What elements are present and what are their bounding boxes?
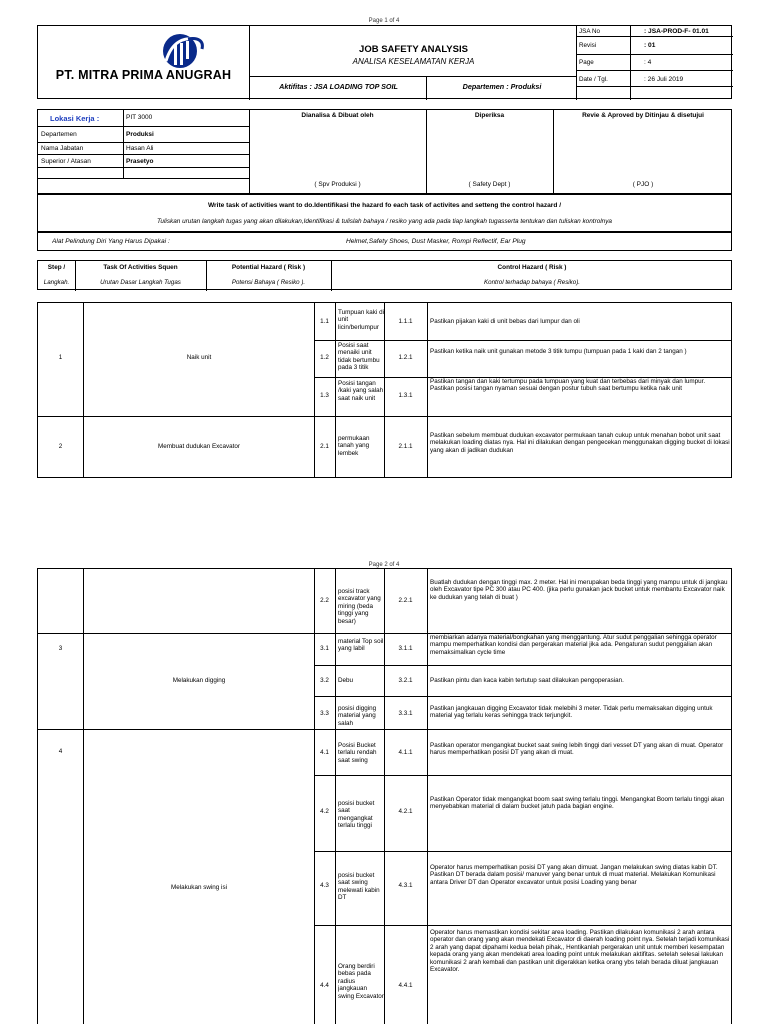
instructions-id: Tuliskan urutan langkah tugas yang akan dilakukan,Identifikasi & tulislah bahaya / resiko yang ada pada tiap langkah tugasserta tentukan dan tuliskan kontrolnya	[157, 218, 612, 225]
hazard-text: Orang berdiri bebas pada radius jangkauan swing Excavator	[338, 963, 384, 1000]
col-task: Task Of Activities Squen	[103, 264, 178, 271]
doc-info-value: : 01	[644, 42, 656, 49]
hazard-number: 4.2	[320, 808, 329, 815]
column-header-band	[37, 260, 732, 290]
control-text: membiarkan adanya material/bongkahan yang menggantung. Atur sudut penggalian sehingga operator mampu memperhatikan kondisi dan pergerakan material jika ada. Pengaturan sudut penggalian akan memaksimalkan cycle time	[430, 634, 717, 656]
company-name: PT. MITRA PRIMA ANUGRAH	[55, 68, 232, 82]
hazard-text: Posisi saat menaiki unit tidak bertumbu pada 3 titik	[338, 342, 380, 372]
ppe-value: Helmet,Safety Shoes, Dust Masker, Rompi Reflectif, Ear Plug	[346, 238, 526, 245]
hazard-number: 2.2	[320, 597, 329, 604]
hazard-text: Tumpuan kaki di unit licin/berlumpur	[338, 309, 384, 331]
hazard-number: 1.1	[320, 318, 329, 325]
doc-info-value: : JSA-PROD-F- 01.01	[644, 28, 709, 35]
location-value: PIT 3000	[126, 114, 153, 121]
doc-info-label: Date / Tgl.	[579, 76, 608, 83]
hazard-text: posisi bucket saat swing melewati kabin DT	[338, 872, 380, 902]
hazard-text: Debu	[338, 677, 354, 684]
col-control-id: Kontrol terhadap bahaya ( Resiko).	[484, 279, 580, 286]
info-value: Hasan Ali	[126, 145, 154, 152]
col-control: Control Hazard ( Risk )	[497, 264, 567, 271]
analyzed-by-label: Dianalisa & Dibuat oleh	[301, 112, 374, 119]
col-step-id: Langkah.	[43, 279, 70, 286]
department-label: Departemen : Produksi	[462, 82, 542, 91]
task-name: Membuat dudukan Excavator	[158, 443, 240, 450]
activity-label: Aktifitas : JSA LOADING TOP SOIL	[279, 82, 398, 91]
hazard-number: 4.3	[320, 882, 329, 889]
control-text: Buatlah dudukan dengan tinggi max. 2 meter. Hal ini merupakan beda tinggi yang mampu untuk di jangkau oleh Excavator tipe PC 300 atau PC 400. (jika perlu gunakan jack bucket untuk membantu Excavator naik ke dudukan yang telah di buat )	[430, 579, 728, 601]
control-text: Pastikan sebelum membuat dudukan excavator permukaan tanah cukup untuk menahan bobot unit saat melakukan loading diatas nya. Hal ini dilakukan dengan pengecekan menggunakan digging bucket di lokasi yang akan di jadikan dudukan	[430, 432, 730, 454]
control-number: 3.3.1	[398, 710, 413, 717]
document-title: JOB SAFETY ANALYSIS	[359, 44, 468, 55]
company-logo	[158, 31, 206, 71]
signature-spv: ( Spv Produksi )	[314, 181, 361, 188]
hazard-text: posisi bucket saat mengangkat terlalu tinggi	[338, 800, 375, 830]
control-number: 3.1.1	[398, 645, 413, 652]
control-number: 1.3.1	[398, 392, 413, 399]
control-number: 4.3.1	[398, 882, 413, 889]
hazard-text: Posisi tangan /kaki yang salah saat naik unit	[338, 380, 384, 402]
hazard-text: Posisi Bucket terlalu rendah saat swing	[338, 742, 377, 764]
doc-info-label: JSA No	[579, 28, 600, 35]
task-name: Naik unit	[186, 354, 212, 361]
col-task-id: Urutan Dasar Langkah Tugas	[100, 279, 181, 286]
col-hazard: Potential Hazard ( Risk )	[231, 264, 306, 271]
document-subtitle: ANALISA KESELAMATAN KERJA	[352, 57, 475, 66]
task-name: Melakukan swing isi	[171, 884, 227, 891]
hazard-number: 1.3	[320, 392, 329, 399]
doc-info-value: : 4	[644, 59, 652, 66]
control-number: 2.2.1	[398, 597, 413, 604]
document-header	[37, 25, 732, 99]
info-value: Prasetyo	[126, 158, 154, 165]
doc-info-label: Revisi	[579, 42, 597, 49]
control-number: 4.4.1	[398, 982, 413, 989]
instructions-band	[37, 194, 732, 232]
approved-by-label: Revie & Aproved by Ditinjau & disetujui	[582, 112, 704, 119]
step-number: 4	[58, 748, 63, 755]
step-number: 1	[58, 354, 63, 361]
info-label: Departemen	[41, 131, 77, 138]
hazard-text: material Top soil yang labil	[338, 638, 384, 653]
control-number: 2.1.1	[398, 443, 413, 450]
hazard-text: posisi digging material yang salah	[338, 705, 377, 727]
info-label: Superior / Atasan	[41, 158, 91, 165]
signature-safety: ( Safety Dept )	[468, 181, 511, 188]
location-label: Lokasi Kerja :	[50, 114, 100, 123]
info-label: Nama Jabatan	[41, 145, 84, 152]
doc-info-label: Page	[579, 59, 594, 66]
control-text: Pastikan Operator tidak mengangkat boom saat swing terlalu tinggi. Mengangkat Boom terlalu tinggi akan menyebabkan material di dalam bucket jatuh pada bagian engine.	[430, 796, 725, 811]
task-table-page2	[37, 568, 732, 1024]
control-text: Pastikan pintu dan kaca kabin tertutup saat dilakukan pengoperasian.	[430, 677, 624, 684]
control-text: Pastikan operator mengangkat bucket saat swing lebih tinggi dari vesset DT yang akan di muat. Operator harus memperhatikan posisi DT yang akan di muat.	[430, 742, 724, 757]
hazard-number: 4.4	[320, 982, 329, 989]
step-number: 3	[58, 645, 63, 652]
control-number: 3.2.1	[398, 677, 413, 684]
checked-by-label: Diperiksa	[474, 112, 505, 119]
task-name: Melakukan digging	[172, 677, 226, 684]
hazard-text: permukaan tanah yang lembek	[338, 435, 370, 457]
control-number: 4.1.1	[398, 749, 413, 756]
hazard-number: 3.3	[320, 710, 329, 717]
hazard-number: 4.1	[320, 749, 329, 756]
info-value: Produksi	[126, 131, 154, 138]
control-text: Pastikan tangan dan kaki tertumpu pada tumpuan yang kuat dan terbebas dari minyak dan lumpur. Pastikan posisi tangan nyaman sesuai dengan postur tubuh saat bertumpu ketika naik unit	[430, 378, 706, 393]
doc-info-value: : 26 Juli 2019	[644, 76, 684, 83]
control-text: Pastikan jangkauan digging Excavator tidak melebihi 3 meter. Tidak perlu memaksakan digging untuk material yag terlalu keras sehingga track terjungkit.	[430, 705, 713, 720]
hazard-number: 1.2	[320, 354, 329, 361]
hazard-number: 3.2	[320, 677, 329, 684]
step-number: 2	[58, 443, 63, 450]
ppe-label: Alat Pelindung Diri Yang Harus Dipakai :	[52, 238, 170, 245]
control-number: 1.1.1	[398, 318, 413, 325]
work-info-section	[37, 109, 732, 194]
ppe-band	[37, 232, 732, 251]
instructions-en: Write task of activities want to do.Identifikasi the hazard fo each task of activites and setteng the control hazard /	[207, 202, 562, 209]
control-text: Pastikan pijakan kaki di unit bebas dari lumpur dan oli	[430, 318, 580, 325]
hazard-text: posisi track excavator yang miring (beda tinggi yang besar)	[338, 588, 381, 625]
control-number: 1.2.1	[398, 354, 413, 361]
task-table-page1	[37, 302, 732, 478]
page-number-label: Page 2 of 4	[368, 562, 400, 568]
control-text: Pastikan ketika naik unit gunakan metode 3 titik tumpu (tumpuan pada 1 kaki dan 2 tangan )	[430, 348, 687, 355]
control-text: Operator harus memperhatikan posisi DT yang akan dimuat. Jangan melakukan swing diatas kabin DT. Pastikan DT berada dalam posisi/ manuver yang benar untuk di muat material. Melakukan Komunikasi antara Driver DT dan Operator excavator untuk posisi Loading yang benar	[430, 864, 718, 886]
col-step: Step /	[47, 264, 66, 271]
control-number: 4.2.1	[398, 808, 413, 815]
signature-pjo: ( PJO )	[632, 181, 654, 188]
control-text: Operator harus memastikan kondisi sekitar area loading. Pastikan dilakukan komunikasi 2 arah antara operator dan orang yang akan mendekati Excavator di daerah loading point nya. Setelah terjadi komunikasi 2 arah yang dapat dipahami kedua belah pihak,, Hentikanlah pergerakan unit untuk memberi kesempatan kepada orang yang akan mendekati area loading point untuk melakukan aktifitas. setelah selesai lakukan komunikasi 2 arah kembali dan pastikan unit digerakkan ketika orang ybs telah berada diluat jangkauan Excavator.	[430, 929, 730, 974]
col-hazard-id: Potensi Bahaya ( Resiko ).	[231, 279, 306, 286]
page-number-label: Page 1 of 4	[368, 18, 400, 24]
hazard-number: 3.1	[320, 645, 329, 652]
hazard-number: 2.1	[320, 443, 329, 450]
